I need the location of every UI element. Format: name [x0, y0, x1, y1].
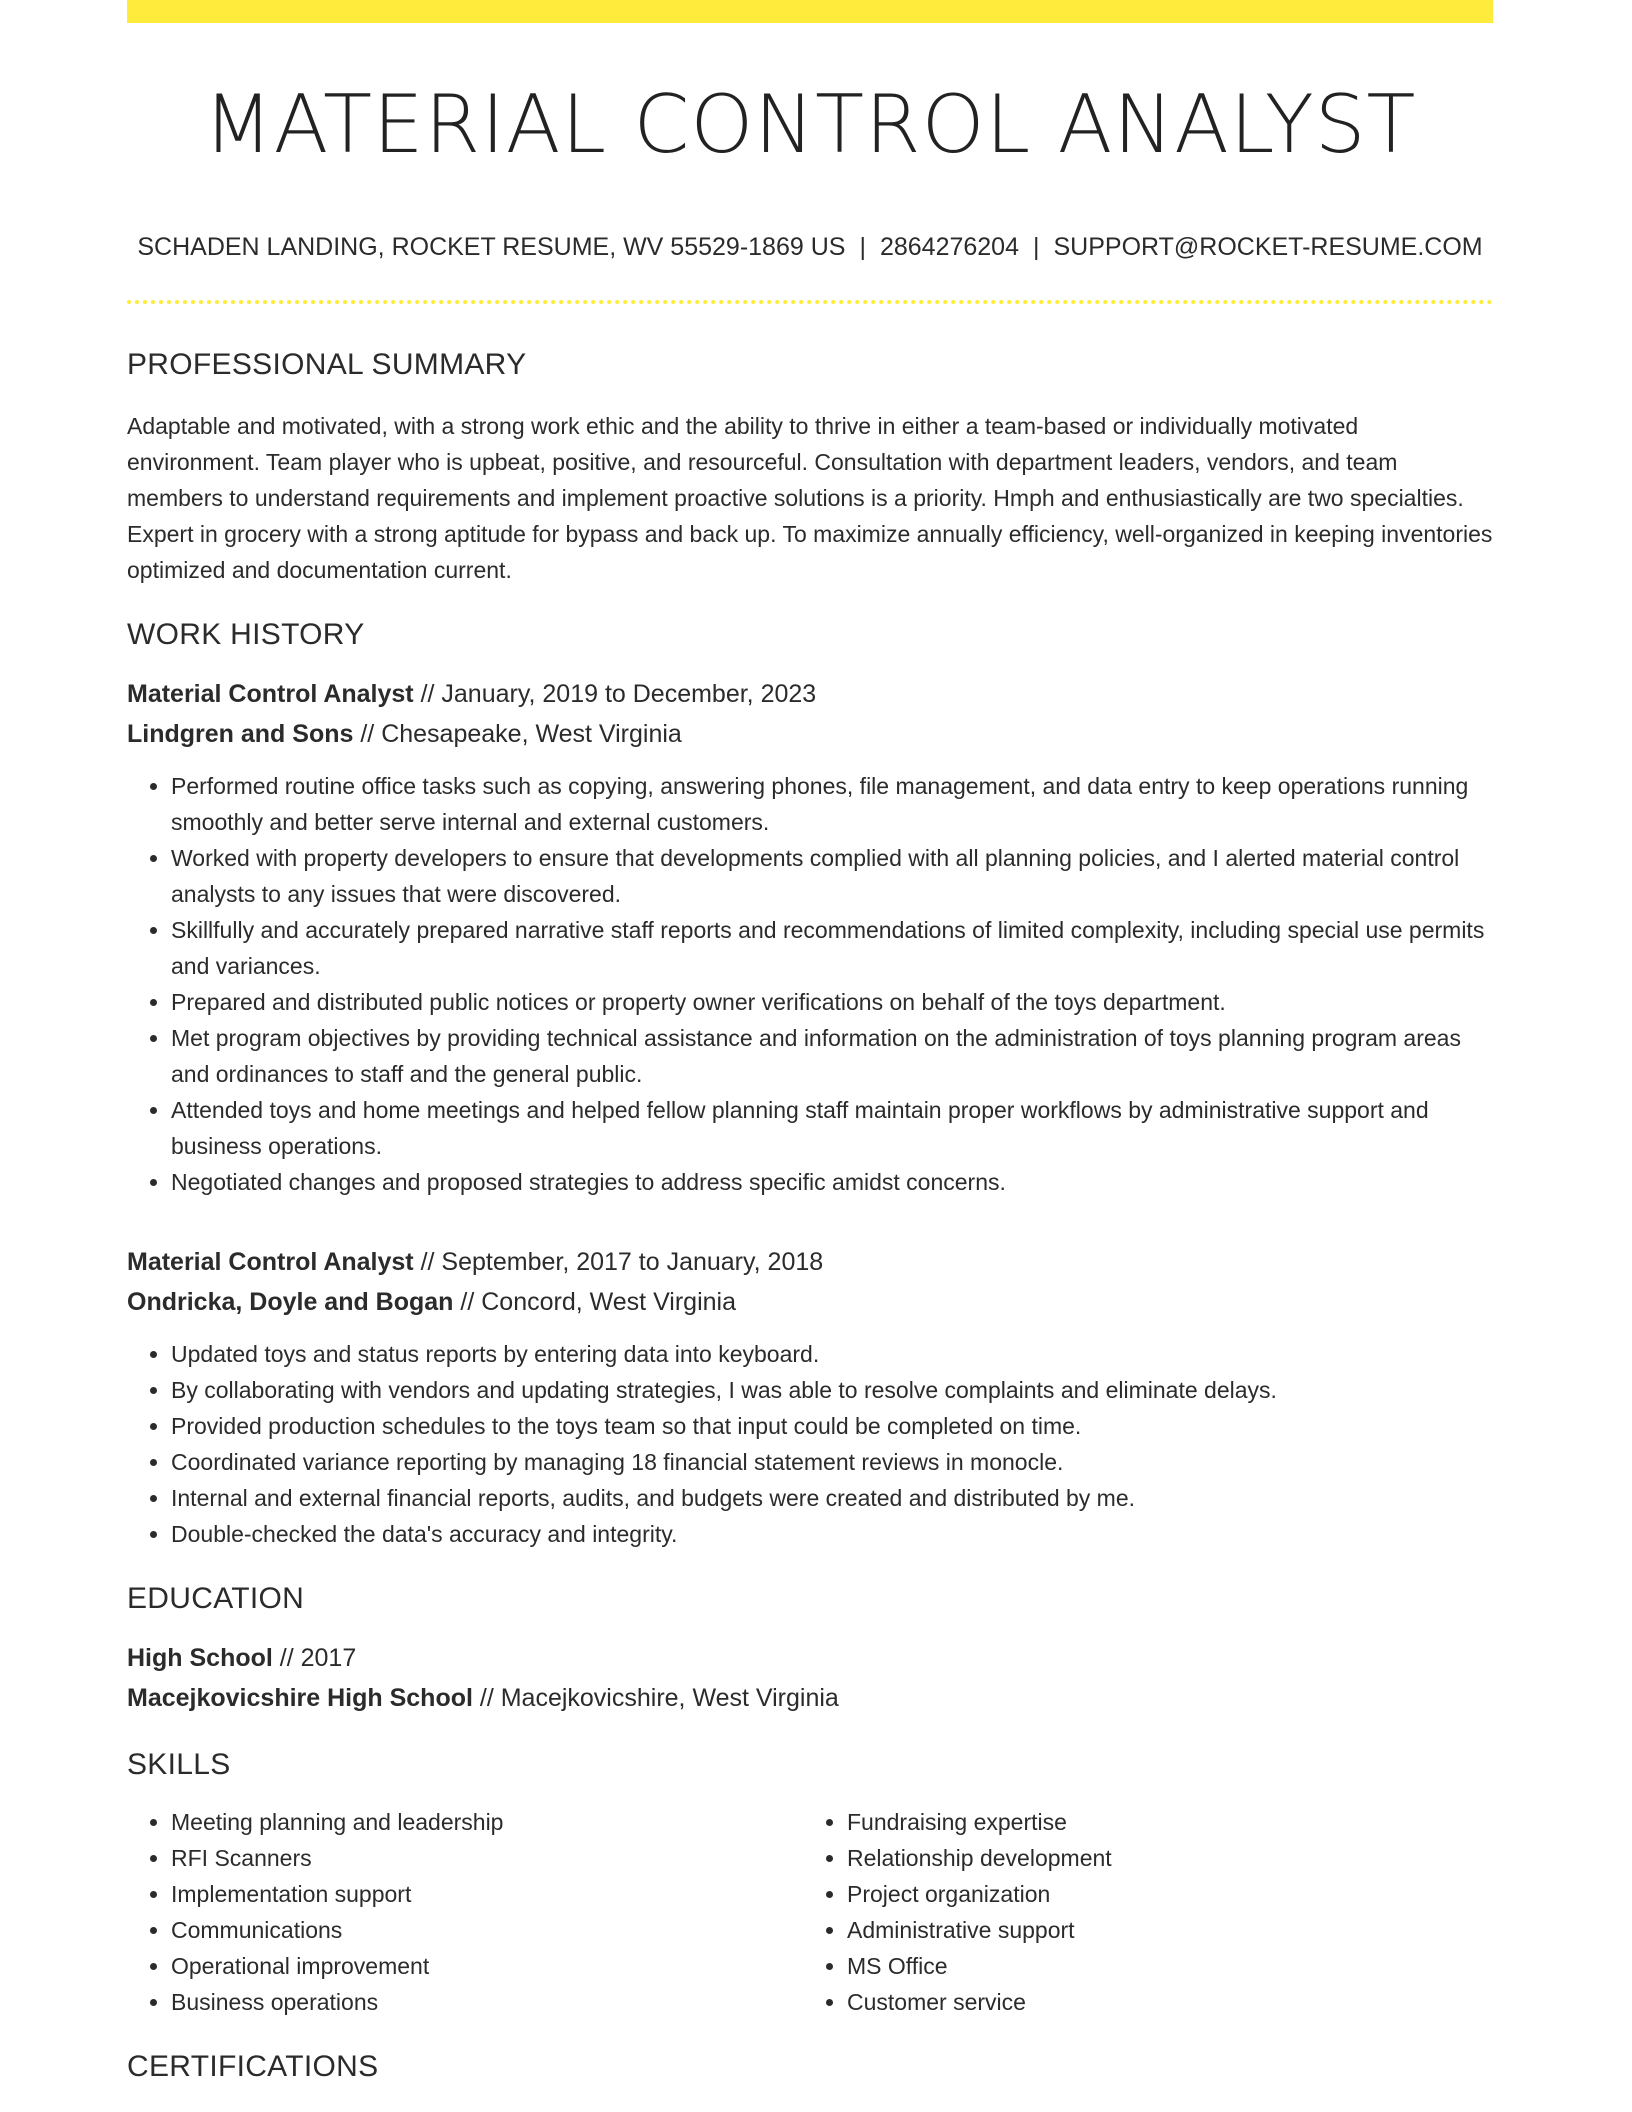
education-year: // 2017: [272, 1644, 357, 1672]
skills-list: [127, 1804, 1493, 2020]
job-entry: [127, 1242, 1493, 1552]
skill-item: • MS Office: [847, 1948, 1477, 1984]
job-position: Material Control Analyst: [127, 680, 414, 708]
skills-column: [127, 1804, 801, 2020]
summary-heading: PROFESSIONAL SUMMARY: [127, 348, 527, 381]
job-bullet: • Performed routine office tasks such as copying, answering phones, file management, and data entry to keep operations running smoothly and better serve internal and external customers.: [171, 768, 1493, 840]
education-location: // Macejkovicshire, West Virginia: [472, 1684, 839, 1712]
job-title-line: [127, 1242, 1493, 1282]
education-degree-line: [127, 1638, 1493, 1678]
skill-item: • Customer service: [847, 1984, 1477, 2020]
job-bullet: • Negotiated changes and proposed strategies to address specific amidst concerns.: [171, 1164, 1493, 1200]
skill-item: • RFI Scanners: [171, 1840, 801, 1876]
certifications-heading: CERTIFICATIONS: [127, 2050, 379, 2083]
job-bullet: • Attended toys and home meetings and helped fellow planning staff maintain proper workflows by administrative support and business operations.: [171, 1092, 1493, 1164]
education-heading: EDUCATION: [127, 1582, 305, 1615]
job-location: // Concord, West Virginia: [453, 1288, 736, 1316]
job-position: Material Control Analyst: [127, 1248, 414, 1276]
contact-separator: |: [1033, 233, 1040, 261]
accent-top-bar: [127, 0, 1493, 23]
job-bullet: • Met program objectives by providing technical assistance and information on the administration of toys planning program areas and ordinances to staff and the general public.: [171, 1020, 1493, 1092]
job-dates: // January, 2019 to December, 2023: [413, 680, 817, 708]
skill-item: • Operational improvement: [171, 1948, 801, 1984]
job-bullet: • Skillfully and accurately prepared narrative staff reports and recommendations of limited complexity, including special use permits and variances.: [171, 912, 1493, 984]
skills-heading: SKILLS: [127, 1748, 231, 1781]
job-bullet: • Provided production schedules to the toys team so that input could be completed on time.: [171, 1408, 1493, 1444]
job-entry: [127, 674, 1493, 1200]
job-bullet: • By collaborating with vendors and updating strategies, I was able to resolve complaints and eliminate delays.: [171, 1372, 1493, 1408]
job-dates: // September, 2017 to January, 2018: [413, 1248, 824, 1276]
job-company-line: [127, 714, 1493, 754]
job-bullet: • Coordinated variance reporting by managing 18 financial statement reviews in monocle.: [171, 1444, 1493, 1480]
job-company: Ondricka, Doyle and Bogan: [127, 1288, 454, 1316]
job-bullet: • Prepared and distributed public notices or property owner verifications on behalf of the toys department.: [171, 984, 1493, 1020]
job-company-line: [127, 1282, 1493, 1322]
summary-text: Adaptable and motivated, with a strong work ethic and the ability to thrive in either a team-based or individually motivated environment. Team player who is upbeat, positive, and resourceful. Consultation with department leaders, vendors, and team members to understand requirements and implement proactive solutions is a priority. Hmph and enthusiastically are two specialties. Expert in grocery with a strong aptitude for bypass and back up. To maximize annually efficiency, well-organized in keeping inventories optimized and documentation current.: [127, 413, 1493, 583]
job-title-line: [127, 674, 1493, 714]
skill-item: • Meeting planning and leadership: [171, 1804, 801, 1840]
skill-item: • Project organization: [847, 1876, 1477, 1912]
job-company: Lindgren and Sons: [127, 720, 354, 748]
education-entry: [127, 1638, 1493, 1718]
job-bullet: • Internal and external financial reports, audits, and budgets were created and distributed by me.: [171, 1480, 1493, 1516]
job-bullet: • Double-checked the data's accuracy and integrity.: [171, 1516, 1493, 1552]
job-bullet: • Updated toys and status reports by entering data into keyboard.: [171, 1336, 1493, 1372]
contact-phone: 2864276204: [879, 233, 1019, 261]
education-degree: High School: [127, 1644, 273, 1672]
skill-item: • Fundraising expertise: [847, 1804, 1477, 1840]
resume-title: MATERIAL CONTROL ANALYST: [203, 78, 1417, 171]
job-bullets: [127, 1336, 1493, 1552]
contact-email[interactable]: SUPPORT@ROCKET-RESUME.COM: [1053, 233, 1483, 261]
dotted-divider: [127, 300, 1493, 304]
resume-page: [127, 0, 1493, 2084]
skill-item: • Business operations: [171, 1984, 801, 2020]
skill-item: • Implementation support: [171, 1876, 801, 1912]
education-school: Macejkovicshire High School: [127, 1684, 473, 1712]
skill-item: • Relationship development: [847, 1840, 1477, 1876]
job-bullets: [127, 768, 1493, 1200]
skill-item: • Communications: [171, 1912, 801, 1948]
skill-item: • Administrative support: [847, 1912, 1477, 1948]
work-history-heading: WORK HISTORY: [127, 618, 365, 651]
contact-address: SCHADEN LANDING, ROCKET RESUME, WV 55529-1869 US: [137, 233, 846, 261]
education-school-line: [127, 1678, 1493, 1718]
job-bullet: • Worked with property developers to ensure that developments complied with all planning policies, and I alerted material control analysts to any issues that were discovered.: [171, 840, 1493, 912]
job-location: // Chesapeake, West Virginia: [353, 720, 682, 748]
contact-separator: |: [859, 233, 866, 261]
contact-line: [127, 233, 1493, 262]
skills-column: [801, 1804, 1477, 2020]
